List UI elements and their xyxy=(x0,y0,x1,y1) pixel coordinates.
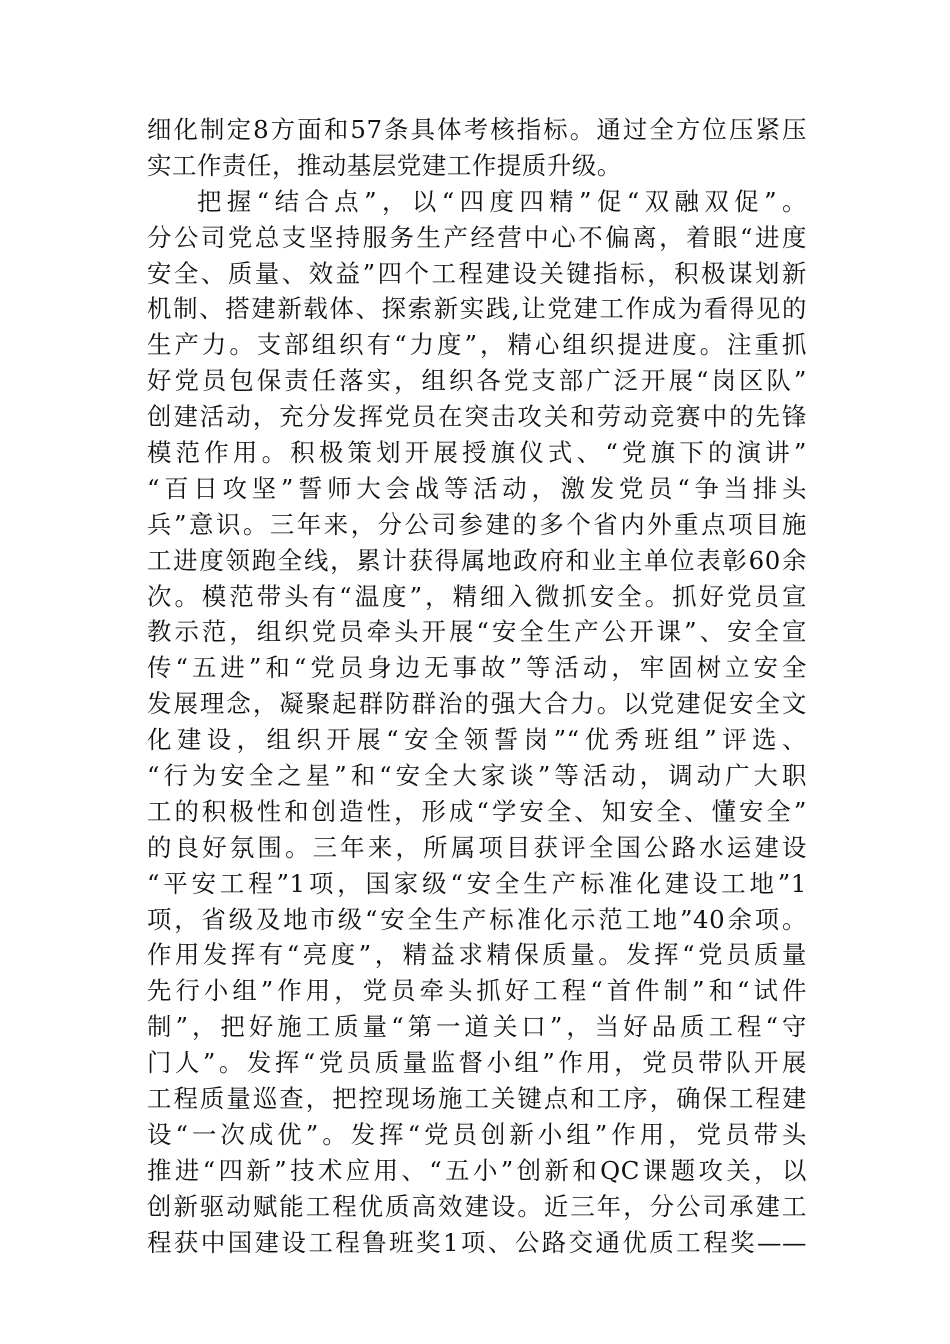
text-line: 工程质量巡查，把控现场施工关键点和工序，确保工程建 xyxy=(147,1084,807,1114)
text-line: 分公司党总支坚持服务生产经营中心不偏离，着眼“进度 xyxy=(147,222,807,252)
text-line: 设“一次成优”。发挥“党员创新小组”作用，党员带头 xyxy=(147,1119,807,1149)
text-line: “平安工程”1项，国家级“安全生产标准化建设工地”1 xyxy=(147,868,807,898)
text-line: 制”，把好施工质量“第一道关口”，当好品质工程“守 xyxy=(147,1012,807,1042)
text-line: 化建设，组织开展“安全领誓岗”“优秀班组”评选、 xyxy=(147,725,807,755)
text-line: 工进度领跑全线，累计获得属地政府和业主单位表彰60余 xyxy=(147,545,807,575)
text-line: 兵”意识。三年来，分公司参建的多个省内外重点项目施 xyxy=(147,509,807,539)
text-line: 先行小组”作用，党员牵头抓好工程“首件制”和“试件 xyxy=(147,976,807,1006)
text-line: 的良好氛围。三年来，所属项目获评全国公路水运建设 xyxy=(147,832,807,862)
text-line: 项，省级及地市级“安全生产标准化示范工地”40余项。 xyxy=(147,904,807,934)
text-line: 安全、质量、效益”四个工程建设关键指标，积极谋划新 xyxy=(147,258,807,288)
text-line: 创建活动，充分发挥党员在突击攻关和劳动竞赛中的先锋 xyxy=(147,402,807,432)
text-line: 把握“结合点”，以“四度四精”促“双融双促”。 xyxy=(197,186,807,216)
text-line: 传“五进”和“党员身边无事故”等活动，牢固树立安全 xyxy=(147,653,807,683)
text-line: 次。模范带头有“温度”，精细入微抓安全。抓好党员宣 xyxy=(147,581,807,611)
text-line: 模范作用。积极策划开展授旗仪式、“党旗下的演讲” xyxy=(147,438,807,468)
text-line: 创新驱动赋能工程优质高效建设。近三年，分公司承建工 xyxy=(147,1191,807,1221)
text-line: 门人”。发挥“党员质量监督小组”作用，党员带队开展 xyxy=(147,1048,807,1078)
text-line: 实工作责任，推动基层党建工作提质升级。 xyxy=(147,150,622,180)
text-line: 细化制定8方面和57条具体考核指标。通过全方位压紧压 xyxy=(147,115,807,144)
body-text xyxy=(147,112,807,1261)
text-line: “百日攻坚”誓师大会战等活动，激发党员“争当排头 xyxy=(147,473,807,503)
text-line: 程获中国建设工程鲁班奖1项、公路交通优质工程奖—— xyxy=(147,1227,807,1257)
text-line: “行为安全之星”和“安全大家谈”等活动，调动广大职 xyxy=(147,761,807,791)
text-line: 工的积极性和创造性，形成“学安全、知安全、懂安全” xyxy=(147,796,807,826)
text-line: 推进“四新”技术应用、“五小”创新和QC课题攻关，以 xyxy=(147,1155,807,1185)
text-line: 好党员包保责任落实，组织各党支部广泛开展“岗区队” xyxy=(147,366,807,396)
text-line: 发展理念，凝聚起群防群治的强大合力。以党建促安全文 xyxy=(147,689,807,719)
text-line: 作用发挥有“亮度”，精益求精保质量。发挥“党员质量 xyxy=(147,940,807,970)
text-line: 生产力。支部组织有“力度”，精心组织提进度。注重抓 xyxy=(147,330,807,360)
text-line: 机制、搭建新载体、探索新实践,让党建工作成为看得见的 xyxy=(147,294,807,324)
text-line: 教示范，组织党员牵头开展“安全生产公开课”、安全宣 xyxy=(147,617,807,647)
